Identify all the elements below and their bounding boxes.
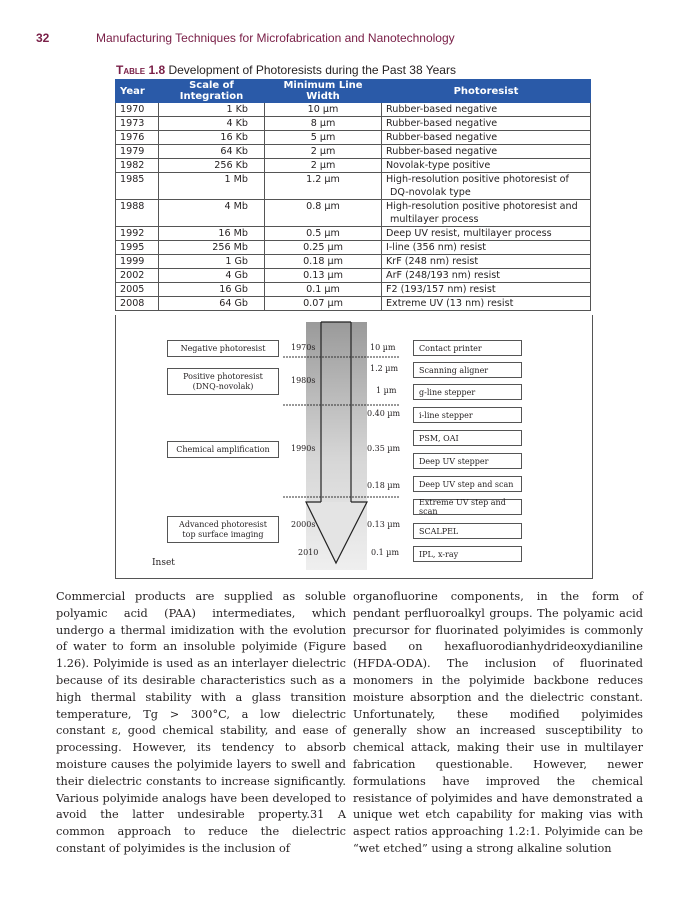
cell-scale: 256 Kb <box>159 159 265 173</box>
table-title: Development of Photoresists during the Past 38 Years <box>168 63 456 77</box>
cell-line-width: 1.2 µm <box>265 173 382 200</box>
era-label: 1970s <box>291 343 316 352</box>
cell-line-width: 5 µm <box>265 131 382 145</box>
cell-year: 1999 <box>116 255 159 269</box>
table-row <box>116 227 591 241</box>
body-column-right <box>353 589 643 858</box>
cell-photoresist: Rubber-based negative <box>382 145 591 159</box>
cell-line-width: 0.5 µm <box>265 227 382 241</box>
cell-line-width: 0.07 µm <box>265 297 382 311</box>
table-header-row <box>116 80 591 103</box>
cell-scale: 1 Gb <box>159 255 265 269</box>
cell-line-width: 8 µm <box>265 117 382 131</box>
line-width-label: 0.35 µm <box>367 444 401 453</box>
cell-scale: 4 Gb <box>159 269 265 283</box>
cell-scale: 64 Kb <box>159 145 265 159</box>
line-width-label: 1 µm <box>376 386 397 395</box>
cell-year: 2005 <box>116 283 159 297</box>
cell-photoresist: High-resolution positive photoresist and multilayer process <box>382 200 591 227</box>
cell-photoresist: F2 (193/157 nm) resist <box>382 283 591 297</box>
cell-photoresist: ArF (248/193 nm) resist <box>382 269 591 283</box>
table-label: Table 1.8 <box>116 63 166 77</box>
table-caption <box>116 63 456 77</box>
book-title: Manufacturing Techniques for Microfabrication and Nanotechnology <box>96 31 455 45</box>
column-header-scale: Scale of Integration <box>159 80 265 103</box>
line-width-label: 0.1 µm <box>371 548 400 557</box>
cell-scale: 64 Gb <box>159 297 265 311</box>
cell-line-width: 0.8 µm <box>265 200 382 227</box>
cell-photoresist: KrF (248 nm) resist <box>382 255 591 269</box>
tool-box: Scanning aligner <box>413 362 522 378</box>
cell-scale: 4 Mb <box>159 200 265 227</box>
line-width-label: 0.18 µm <box>367 481 401 490</box>
tool-box: PSM, OAI <box>413 430 522 446</box>
table-row <box>116 103 591 117</box>
era-label: 1990s <box>291 444 316 453</box>
cell-year: 1979 <box>116 145 159 159</box>
cell-year: 1988 <box>116 200 159 227</box>
cell-photoresist: Extreme UV (13 nm) resist <box>382 297 591 311</box>
cell-line-width: 0.1 µm <box>265 283 382 297</box>
resist-box-negative: Negative photoresist <box>167 340 279 357</box>
cell-scale: 16 Gb <box>159 283 265 297</box>
tool-box: g-line stepper <box>413 384 522 400</box>
cell-scale: 4 Kb <box>159 117 265 131</box>
cell-line-width: 0.25 µm <box>265 241 382 255</box>
tool-box: SCALPEL <box>413 523 522 539</box>
cell-line-width: 10 µm <box>265 103 382 117</box>
table-row <box>116 297 591 311</box>
table-row <box>116 117 591 131</box>
cell-year: 1995 <box>116 241 159 255</box>
era-label: 2000s <box>291 520 316 529</box>
cell-photoresist: High-resolution positive photoresist of DQ-novolak type <box>382 173 591 200</box>
era-label: 1980s <box>291 376 316 385</box>
table-row <box>116 159 591 173</box>
cell-photoresist: Rubber-based negative <box>382 131 591 145</box>
table-row <box>116 200 591 227</box>
table-row <box>116 283 591 297</box>
table-row <box>116 241 591 255</box>
cell-year: 1970 <box>116 103 159 117</box>
cell-year: 1976 <box>116 131 159 145</box>
cell-year: 1982 <box>116 159 159 173</box>
cell-year: 1973 <box>116 117 159 131</box>
cell-line-width: 0.18 µm <box>265 255 382 269</box>
cell-year: 1985 <box>116 173 159 200</box>
cell-scale: 16 Kb <box>159 131 265 145</box>
column-header-photoresist: Photoresist <box>382 80 591 103</box>
tool-box: Deep UV stepper <box>413 453 522 469</box>
inset-label: Inset <box>152 558 175 568</box>
cell-scale: 1 Mb <box>159 173 265 200</box>
table-row <box>116 131 591 145</box>
table-row <box>116 173 591 200</box>
cell-year: 1992 <box>116 227 159 241</box>
cell-scale: 16 Mb <box>159 227 265 241</box>
tool-box: Deep UV step and scan <box>413 476 522 492</box>
line-width-label: 0.40 µm <box>367 409 401 418</box>
line-width-label: 1.2 µm <box>370 364 399 373</box>
tool-box: i-line stepper <box>413 407 522 423</box>
era-label: 2010 <box>298 548 319 557</box>
cell-photoresist: Rubber-based negative <box>382 103 591 117</box>
cell-photoresist: Novolak-type positive <box>382 159 591 173</box>
body-column-left <box>56 589 346 858</box>
resist-box-advanced: Advanced photoresist top surface imaging <box>167 516 279 543</box>
line-width-label: 10 µm <box>370 343 396 352</box>
table-row <box>116 145 591 159</box>
resist-box-chemical-amplification: Chemical amplification <box>167 441 279 458</box>
inset-figure <box>115 315 593 579</box>
tool-box: Extreme UV step and scan <box>413 499 522 515</box>
paragraph: organofluorine components, in the form of pendant perfluoroalkyl groups. The polyamic acid precursor for fluorinated polyimides is commonly based on hexafluorodianhydrideoxydianiline (HFDA-ODA). The inclusion of fluorinated monomers in the polyimide backbone reduces moisture absorption and the dielectric constant. Unfortunately, these modified polyimides generally show an increased susceptibility to chemical attack, making their use in multilayer fabrication questionable. However, newer formulations have improved the chemical resistance of polyimides and have demonstrated a unique wet etch capability for making vias with aspect ratios approaching 1.2:1. Polyimide can be “wet etched” using a strong alkaline solution <box>353 590 643 855</box>
cell-line-width: 2 µm <box>265 145 382 159</box>
page-number: 32 <box>36 31 50 45</box>
cell-photoresist: I-line (356 nm) resist <box>382 241 591 255</box>
column-header-year: Year <box>116 80 159 103</box>
cell-scale: 1 Kb <box>159 103 265 117</box>
cell-year: 2008 <box>116 297 159 311</box>
tool-box: IPL, x-ray <box>413 546 522 562</box>
cell-photoresist: Deep UV resist, multilayer process <box>382 227 591 241</box>
cell-photoresist: Rubber-based negative <box>382 117 591 131</box>
paragraph: Commercial products are supplied as soluble polyamic acid (PAA) intermediates, which undergo a thermal imidization with the evolution of water to form an insoluble polyimide (Figure 1.26). Polyimide is used as an interlayer dielectric because of its desirable characteristics such as a high thermal stability with a glass transition temperature, Tg > 300°C, a low dielectric constant ε, good chemical stability, and ease of processing. However, its tendency to absorb moisture causes the polyimide layers to swell and their dielectric constants to increase significantly. Various polyimide analogs have been developed to avoid the latter undesirable property.31 A common approach to reduce the dielectric constant of polyimides is the inclusion of <box>56 590 346 855</box>
cell-line-width: 2 µm <box>265 159 382 173</box>
running-head <box>36 31 455 45</box>
resist-box-positive: Positive photoresist (DNQ-novolak) <box>167 368 279 395</box>
table-row <box>116 255 591 269</box>
tool-box: Contact printer <box>413 340 522 356</box>
column-header-width: Minimum Line Width <box>265 80 382 103</box>
table-row <box>116 269 591 283</box>
photoresist-table <box>115 79 591 311</box>
cell-line-width: 0.13 µm <box>265 269 382 283</box>
cell-year: 2002 <box>116 269 159 283</box>
cell-scale: 256 Mb <box>159 241 265 255</box>
line-width-label: 0.13 µm <box>367 520 401 529</box>
